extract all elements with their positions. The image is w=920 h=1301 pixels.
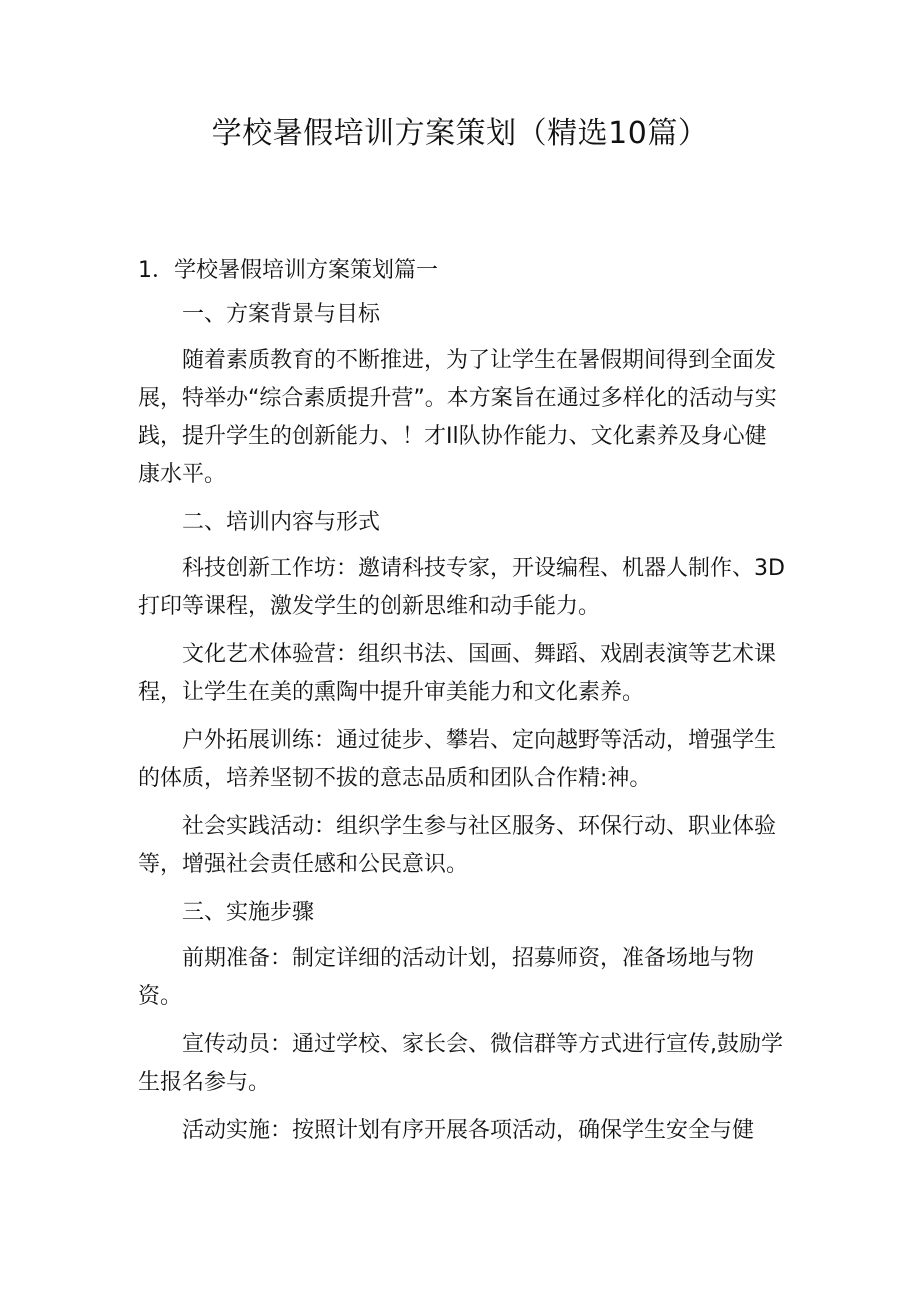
- paragraph: 社会实践活动：组织学生参与社区服务、环保行动、职业体验等，增强社会责任感和公民意识。: [138, 814, 777, 877]
- paragraph: 宣传动员：通过学校、家长会、微信群等方式进行宣传,鼓励学生报名参与。: [138, 1032, 783, 1095]
- paragraph: 科技创新工作坊：邀请科技专家，开设编程、机器人制作、3D打印等课程，激发学生的创新思维和动手能力。: [138, 556, 785, 619]
- document-title: 学校暑假培训方案策划（精选10篇）: [211, 116, 709, 151]
- paragraph: 随着素质教育的不断推进，为了让学生在暑假期间得到全面发展，特举办“综合素质提升营”。本方案旨在通过多样化的活动与实践，提升学生的创新能力、！才Il队协作能力、文化素养及身心健康水平。: [138, 348, 777, 487]
- paragraph: 文化艺术体验营：组织书法、国画、舞蹈、戏剧表演等艺术课程，让学生在美的熏陶中提升审美能力和文化素养。: [138, 642, 777, 705]
- section-heading: 三、实施步骤: [182, 900, 315, 925]
- document-body: [138, 252, 786, 1160]
- paragraph: 前期准备：制定详细的活动计划，招募师资，准备场地与物资。: [138, 946, 755, 1009]
- section-heading: 一、方案背景与目标: [182, 302, 381, 327]
- paragraph: 活动实施：按照计划有序开展各项活动，确保学生安全与健: [182, 1118, 755, 1143]
- paragraph: 户外拓展训练：通过徒步、攀岩、定向越野等活动，增强学生的体质，培养坚韧不拔的意志品质和团队合作精:神。: [138, 728, 777, 791]
- section-heading: 二、培训内容与形式: [182, 510, 381, 535]
- article-heading: 1．学校暑假培训方案策划篇一: [138, 258, 438, 283]
